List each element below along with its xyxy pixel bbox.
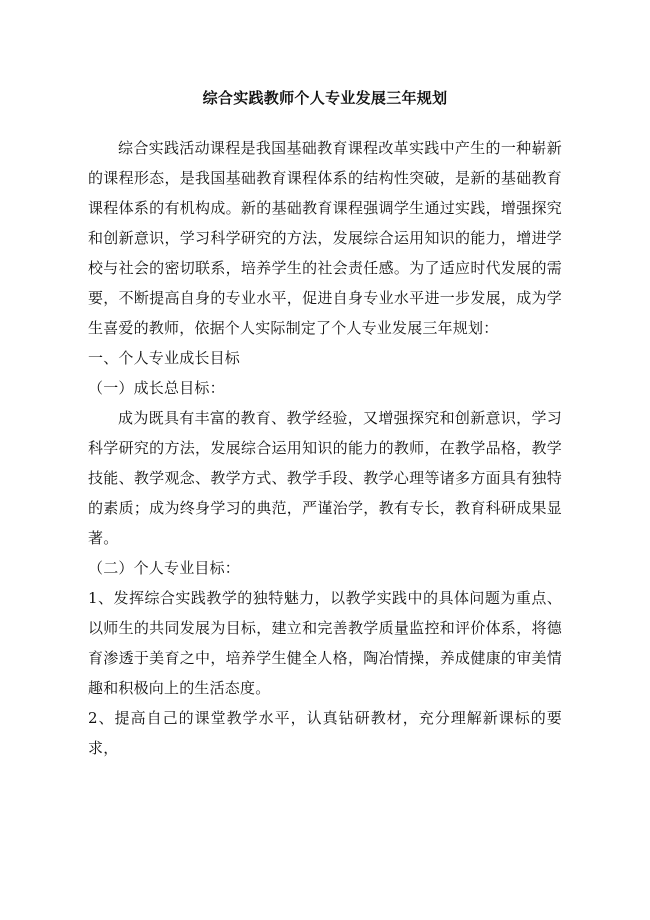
document-body — [88, 133, 562, 763]
document-title: 综合实践教师个人专业发展三年规划 — [202, 89, 448, 107]
subsection-heading-overall-goal: （一）成长总目标： — [88, 379, 225, 397]
personal-goal-item-2: 2、提高自己的课堂教学水平，认真钻研教材，充分理解新课标的要求， — [88, 709, 562, 757]
personal-goal-item-1: 1、发挥综合实践教学的独特魅力，以教学实践中的具体问题为重点、以师生的共同发展为目标，建立和完善教学质量监控和评价体系，将德育渗透于美育之中，培养学生健全人格，陶冶情操，养成健康的审美情趣和积极向上的生活态度。 — [88, 589, 562, 697]
section-heading-growth-goals: 一、个人专业成长目标 — [88, 349, 241, 367]
intro-paragraph: 综合实践活动课程是我国基础教育课程改革实践中产生的一种崭新的课程形态，是我国基础教育课程体系的结构性突破，是新的基础教育课程体系的有机构成。新的基础教育课程强调学生通过实践，增强探究和创新意识，学习科学研究的方法，发展综合运用知识的能力，增进学校与社会的密切联系，培养学生的社会责任感。为了适应时代发展的需要，不断提高自身的专业水平，促进自身专业水平进一步发展，成为学生喜爱的教师，依据个人实际制定了个人专业发展三年规划： — [88, 139, 562, 337]
subsection-heading-personal-goals: （二）个人专业目标： — [88, 559, 241, 577]
overall-goal-paragraph: 成为既具有丰富的教育、教学经验，又增强探究和创新意识，学习科学研究的方法，发展综合运用知识的能力的教师，在教学品格，教学技能、教学观念、教学方式、教学手段、教学心理等诸多方面具有独特的素质；成为终身学习的典范，严谨治学，教有专长，教育科研成果显著。 — [88, 409, 562, 547]
